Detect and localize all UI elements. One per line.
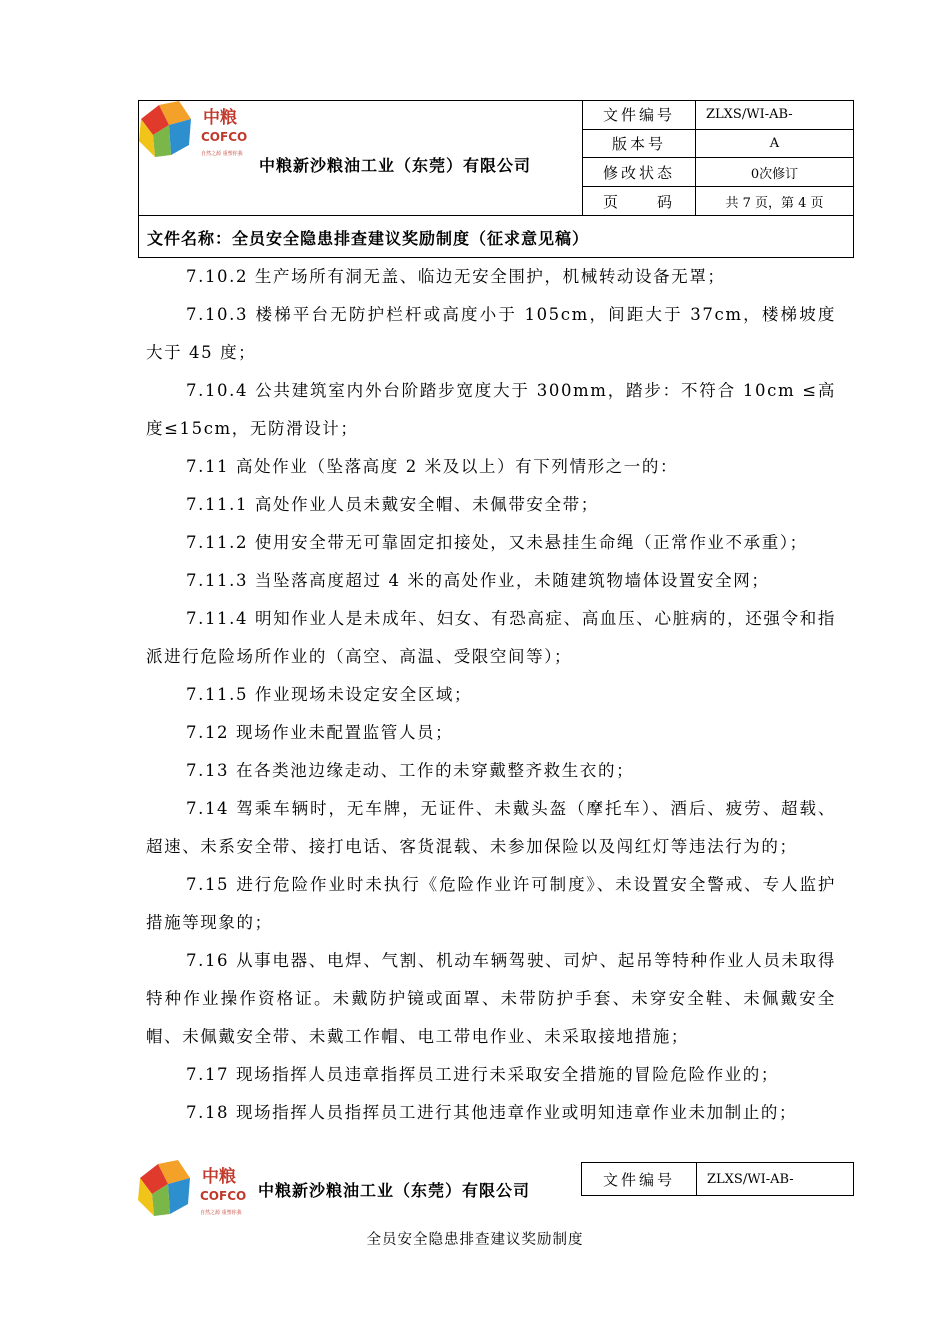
meta-value: 0次修订 xyxy=(696,158,854,187)
paragraph: 7.10.3 楼梯平台无防护栏杆或高度小于 105cm，间距大于 37cm，楼梯坡度大于 45 度； xyxy=(146,305,836,362)
cofco-logo xyxy=(138,1160,252,1220)
footer-company-name: 中粮新沙粮油工业（东莞）有限公司 xyxy=(258,1181,531,1200)
footer-doc-title: 全员安全隐患排查建议奖励制度 xyxy=(366,1232,584,1248)
meta-key: 文件编号 xyxy=(583,101,696,129)
meta-key: 文件编号 xyxy=(582,1163,697,1196)
logo-en-text: COFCO xyxy=(200,1189,247,1203)
paragraph: 7.11.3 当坠落高度超过 4 米的高处作业，未随建筑物墙体设置安全网； xyxy=(186,571,770,590)
document-name: 文件名称：全员安全隐患排查建议奖励制度（征求意见稿） xyxy=(147,229,590,248)
paragraph: 7.18 现场指挥人员指挥员工进行其他违章作业或明知违章作业未加制止的； xyxy=(186,1103,798,1122)
paragraph: 7.11.5 作业现场未设定安全区域； xyxy=(186,685,473,704)
meta-row xyxy=(582,1163,854,1196)
paragraph: 7.16 从事电器、电焊、气割、机动车辆驾驶、司炉、起吊等特种作业人员未取得特种作业操作资格证。未戴防护镜或面罩、未带防护手套、未穿安全鞋、未佩戴安全帽、未佩戴安全带、未戴工作帽、电工带电作业、未采取接地措施； xyxy=(146,951,836,1046)
paragraph: 7.13 在各类池边缘走动、工作的未穿戴整齐救生衣的； xyxy=(186,761,635,780)
document-footer xyxy=(138,1160,854,1226)
header-top xyxy=(139,101,853,216)
meta-key: 版本号 xyxy=(583,129,696,158)
logo-cube-icon xyxy=(139,101,191,157)
meta-row xyxy=(583,101,854,129)
paragraph: 7.11.1 高处作业人员未戴安全帽、未佩带安全带； xyxy=(186,495,599,514)
meta-row xyxy=(583,187,854,215)
logo-slogan-text: 自然之源 重塑你我 xyxy=(201,151,243,157)
logo-cn-text: 中粮 xyxy=(202,1167,236,1187)
document-header xyxy=(138,100,854,258)
logo-en-text: COFCO xyxy=(201,130,248,144)
paragraph: 7.12 现场作业未配置监管人员； xyxy=(186,723,454,742)
meta-value: 共 7 页，第 4 页 xyxy=(696,187,854,215)
logo-cn-text: 中粮 xyxy=(203,108,237,128)
meta-key: 修改状态 xyxy=(583,158,696,187)
document-body xyxy=(146,258,836,1132)
paragraph: 7.14 驾乘车辆时，无车牌，无证件、未戴头盔（摩托车）、酒后、疲劳、超载、超速、未系安全带、接打电话、客货混载、未参加保险以及闯红灯等违法行为的； xyxy=(146,799,836,856)
header-docname-row xyxy=(139,216,853,258)
logo-cube-icon xyxy=(138,1160,190,1216)
paragraph: 7.11 高处作业（坠落高度 2 米及以上）有下列情形之一的： xyxy=(186,457,679,476)
logo-slogan-text: 自然之源 重塑你我 xyxy=(200,1210,242,1216)
cofco-logo xyxy=(139,101,253,161)
meta-value: ZLXS/WI-AB- xyxy=(697,1163,854,1196)
paragraph: 7.15 进行危险作业时未执行《危险作业许可制度》、未设置安全警戒、专人监护措施等现象的； xyxy=(146,875,836,932)
meta-key: 页 码 xyxy=(583,187,696,215)
paragraph: 7.11.4 明知作业人是未成年、妇女、有恐高症、高血压、心脏病的，还强令和指派进行危险场所作业的（高空、高温、受限空间等）； xyxy=(146,609,836,666)
paragraph: 7.17 现场指挥人员违章指挥员工进行未采取安全措施的冒险危险作业的； xyxy=(186,1065,779,1084)
paragraph: 7.10.2 生产场所有洞无盖、临边无安全围护，机械转动设备无罩； xyxy=(186,267,726,286)
meta-value: ZLXS/WI-AB- xyxy=(696,101,854,129)
document-meta-table xyxy=(582,101,853,215)
meta-row xyxy=(583,158,854,187)
meta-value: A xyxy=(696,129,854,158)
company-name: 中粮新沙粮油工业（东莞）有限公司 xyxy=(259,156,532,175)
paragraph: 7.10.4 公共建筑室内外台阶踏步宽度大于 300mm，踏步：不符合 10cm ≤高度≤15cm，无防滑设计； xyxy=(146,381,836,438)
footer-meta-table xyxy=(581,1162,854,1196)
paragraph: 7.11.2 使用安全带无可靠固定扣接处，又未悬挂生命绳（正常作业不承重）； xyxy=(186,533,808,552)
meta-row xyxy=(583,129,854,158)
